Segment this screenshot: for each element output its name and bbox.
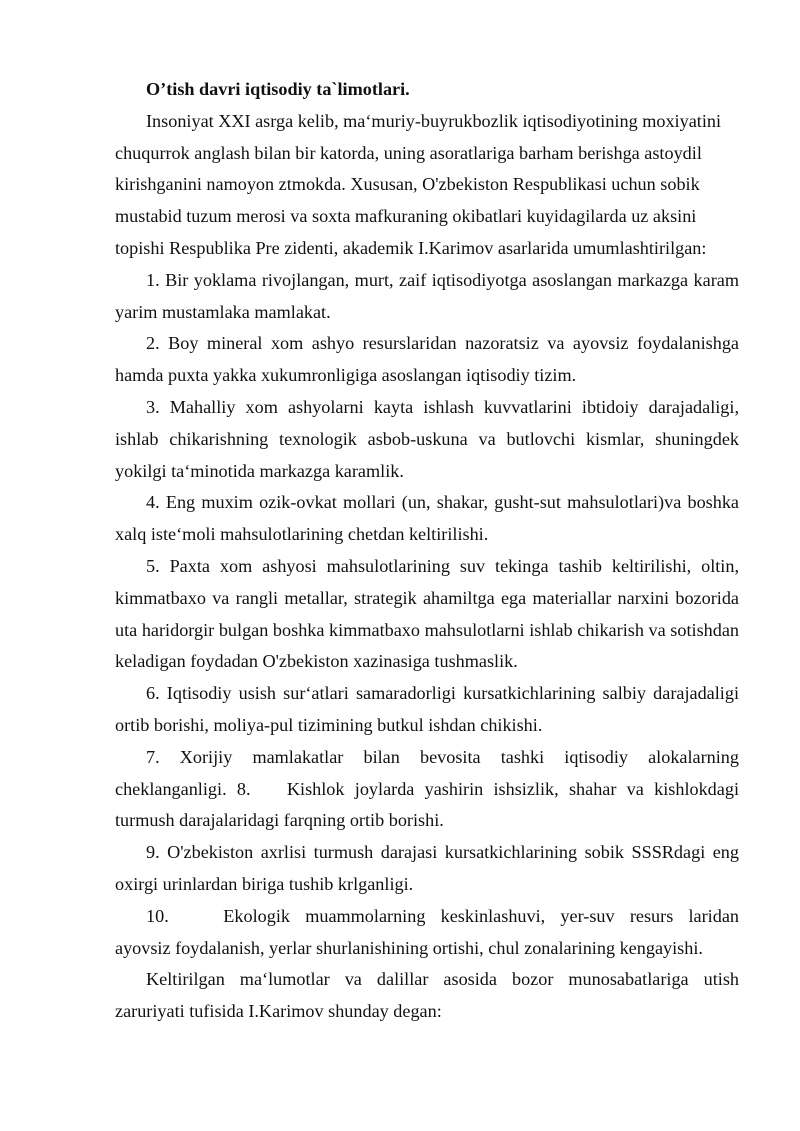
intro-paragraph: Insoniyat XXI asrga kelib, maʻmuriy-buyrukbozlik iqtisodiyotining moxiyatini chuqurrok anglash bilan bir katorda, uning asoratlariga barham berishga astoydil kirishganini namoyon ztmokda. Xususan, O'zbekiston Respublikasi uchun sobik mustabid tuzum merosi va soxta mafkuraning okibatlari kuyidagilarda uz aksini topishi Respublika Pre zidenti, akademik I.Karimov asarlarida umumlashtirilgan:	[115, 110, 722, 258]
list-item-4: 4. Eng muxim ozik-ovkat mollari (un, shakar, gusht-sut mahsulotlari)va boshka xalq isteʻmoli mahsulotlarining chetdan keltirilishi.	[115, 492, 739, 545]
closing-paragraph: Keltirilgan maʻlumotlar va dalillar asosida bozor munosabatlariga utish zaruriyati tufisida I.Karimov shunday degan:	[115, 969, 739, 1022]
list-item-5: 5. Paxta xom ashyosi mahsulotlarining suv tekinga tashib keltirilishi, oltin, kimmatbaxo va rangli metallar, strategik ahamiltga ega materiallar narxini bozorida uta haridorgir bulgan boshka kimmatbaxo mahsulotlarni ishlab chikarish va sotishdan keladigan foydadan O'zbekiston xazinasiga tushmaslik.	[115, 555, 739, 672]
list-item-6: 6. Iqtisodiy usish surʻatlari samaradorligi kursatkichlarining salbiy darajadaligi ortib borishi, moliya-pul tizimining butkul ishdan chikishi.	[115, 683, 739, 735]
list-item-9: 9. O'zbekiston axrlisi turmush darajasi kursatkichlarining sobik SSSRdagi eng oxirgi urinlardan biriga tushib krlganligi.	[115, 842, 739, 894]
list-item-3: 3. Mahalliy xom ashyolarni kayta ishlash kuvvatlarini ibtidoiy darajadaligi, ishlab chikarishning texnologik asbob-uskuna va butlovchi kismlar, shuningdek yokilgi taʻminotida markazga karamlik.	[115, 396, 739, 481]
list-item-1: 1. Bir yoklama rivojlangan, murt, zaif iqtisodiyotga asoslangan markazga karam yarim mustamlaka mamlakat.	[115, 269, 739, 322]
document-body	[115, 74, 739, 1028]
document-title: O’tish davri iqtisodiy ta`limotlari.	[146, 79, 410, 99]
list-item-7-8: 7. Xorijiy mamlakatlar bilan bevosita tashki iqtisodiy alokalarning cheklanganligi. 8. Kishlok joylarda yashirin ishsizlik, shahar va kishlokdagi turmush darajalaridagi farqning ortib borishi.	[115, 746, 739, 831]
list-item-2: 2. Boy mineral xom ashyo resurslaridan nazoratsiz va ayovsiz foydalanishga hamda puxta yakka xukumronligiga asoslangan iqtisodiy tizim.	[115, 333, 739, 386]
list-item-10: 10. Ekologik muammolarning keskinlashuvi, yer-suv resurs laridan ayovsiz foydalanish, yerlar shurlanishining ortishi, chul zonalarining kengayishi.	[115, 905, 739, 958]
